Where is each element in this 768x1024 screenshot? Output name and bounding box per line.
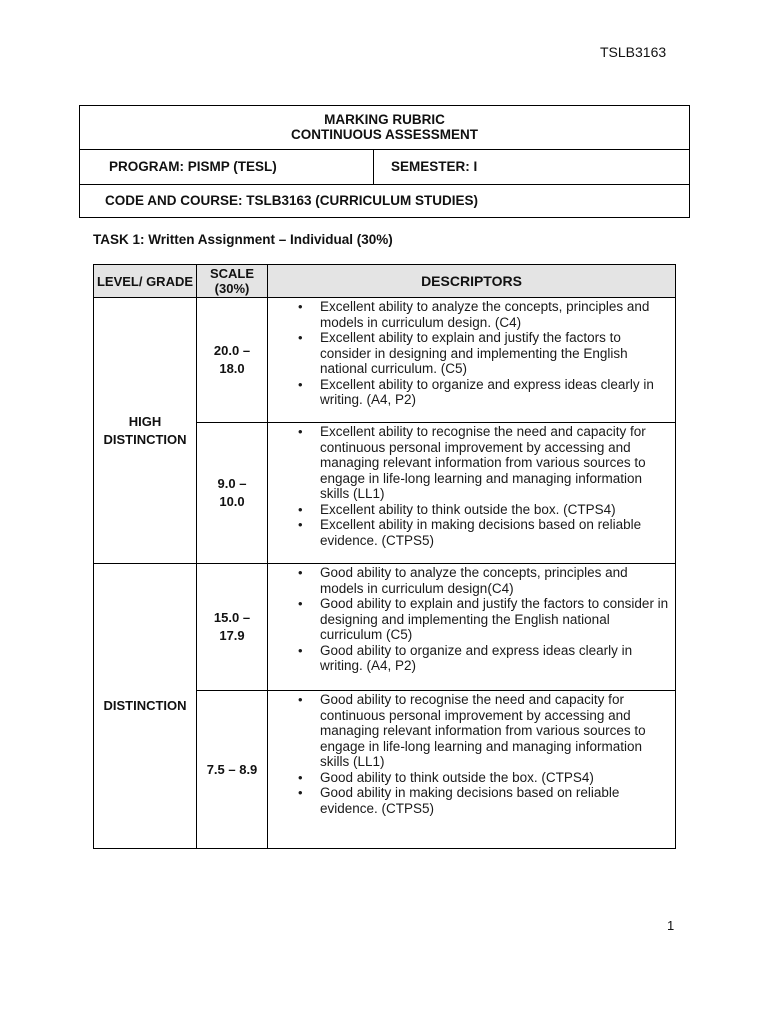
descriptor-list — [268, 564, 675, 674]
rubric-title-line2: CONTINUOUS ASSESSMENT — [290, 127, 479, 142]
rubric-table — [93, 264, 676, 849]
scale-cell — [197, 564, 268, 691]
descriptor-list — [268, 298, 675, 408]
descriptor-list — [268, 423, 675, 548]
rubric-header-box — [79, 105, 690, 218]
task-heading: TASK 1: Written Assignment – Individual (30%) — [93, 232, 393, 247]
level-high-distinction — [94, 298, 197, 564]
descriptor-item: • Excellent ability to analyze the concepts, principles and models in curriculum design. (C4) — [320, 299, 669, 330]
scale-cell — [197, 423, 268, 564]
descriptor-item: • Good ability to analyze the concepts, principles and models in curriculum design(C4) — [320, 565, 669, 596]
scale-cell — [197, 691, 268, 849]
scale-value: 20.0 – 18.0 — [213, 343, 251, 376]
scale-value: 9.0 – 10.0 — [217, 476, 247, 509]
descriptor-item: • Excellent ability in making decisions based on reliable evidence. (CTPS5) — [320, 517, 669, 548]
level-distinction — [94, 564, 197, 849]
page-number: 1 — [667, 918, 675, 933]
scale-value: 15.0 – 17.9 — [213, 610, 251, 643]
semester-field: SEMESTER: I — [391, 159, 478, 174]
descriptor-item: • Excellent ability to recognise the need and capacity for continuous personal improvement by accessing and managing relevant information from various sources to engage in life-long learning and managing information skills (LL1) — [320, 424, 669, 502]
rubric-title-line1: MARKING RUBRIC — [324, 112, 445, 127]
descriptor-item: • Good ability to think outside the box. (CTPS4) — [320, 770, 669, 786]
level-label: HIGH DISTINCTION — [103, 413, 187, 447]
descriptors-cell — [268, 423, 676, 564]
descriptor-item: • Good ability to explain and justify the factors to consider in designing and implementing the English national curriculum (C5) — [320, 596, 669, 643]
document-code: TSLB3163 — [600, 44, 667, 60]
descriptors-cell — [268, 298, 676, 423]
table-row — [94, 298, 676, 423]
program-semester-row — [80, 150, 689, 185]
table-row — [94, 564, 676, 691]
scale-header: SCALE (30%) — [197, 265, 268, 298]
descriptor-list — [268, 691, 675, 816]
descriptor-item: • Excellent ability to think outside the box. (CTPS4) — [320, 502, 669, 518]
descriptor-item: • Good ability in making decisions based on reliable evidence. (CTPS5) — [320, 785, 669, 816]
descriptors-cell — [268, 564, 676, 691]
program-field: PROGRAM: PISMP (TESL) — [80, 150, 374, 184]
descriptor-item: • Good ability to recognise the need and capacity for continuous personal improvement by accessing and managing relevant information from various sources to engage in life-long learning and managing information skills (LL1) — [320, 692, 669, 770]
descriptor-item: • Excellent ability to explain and justify the factors to consider in designing and implementing the English national curriculum. (C5) — [320, 330, 669, 377]
scale-cell — [197, 298, 268, 423]
rubric-title — [80, 106, 689, 150]
course-field: CODE AND COURSE: TSLB3163 (CURRICULUM STUDIES) — [105, 193, 479, 208]
descriptors-cell — [268, 691, 676, 849]
descriptors-header: DESCRIPTORS — [268, 265, 676, 298]
table-header-row — [94, 265, 676, 298]
descriptor-item: • Excellent ability to organize and express ideas clearly in writing. (A4, P2) — [320, 377, 669, 408]
scale-value: 7.5 – 8.9 — [206, 761, 258, 777]
descriptor-item: • Good ability to organize and express ideas clearly in writing. (A4, P2) — [320, 643, 669, 674]
level-label: DISTINCTION — [103, 698, 187, 713]
level-header: LEVEL/ GRADE — [94, 265, 197, 298]
